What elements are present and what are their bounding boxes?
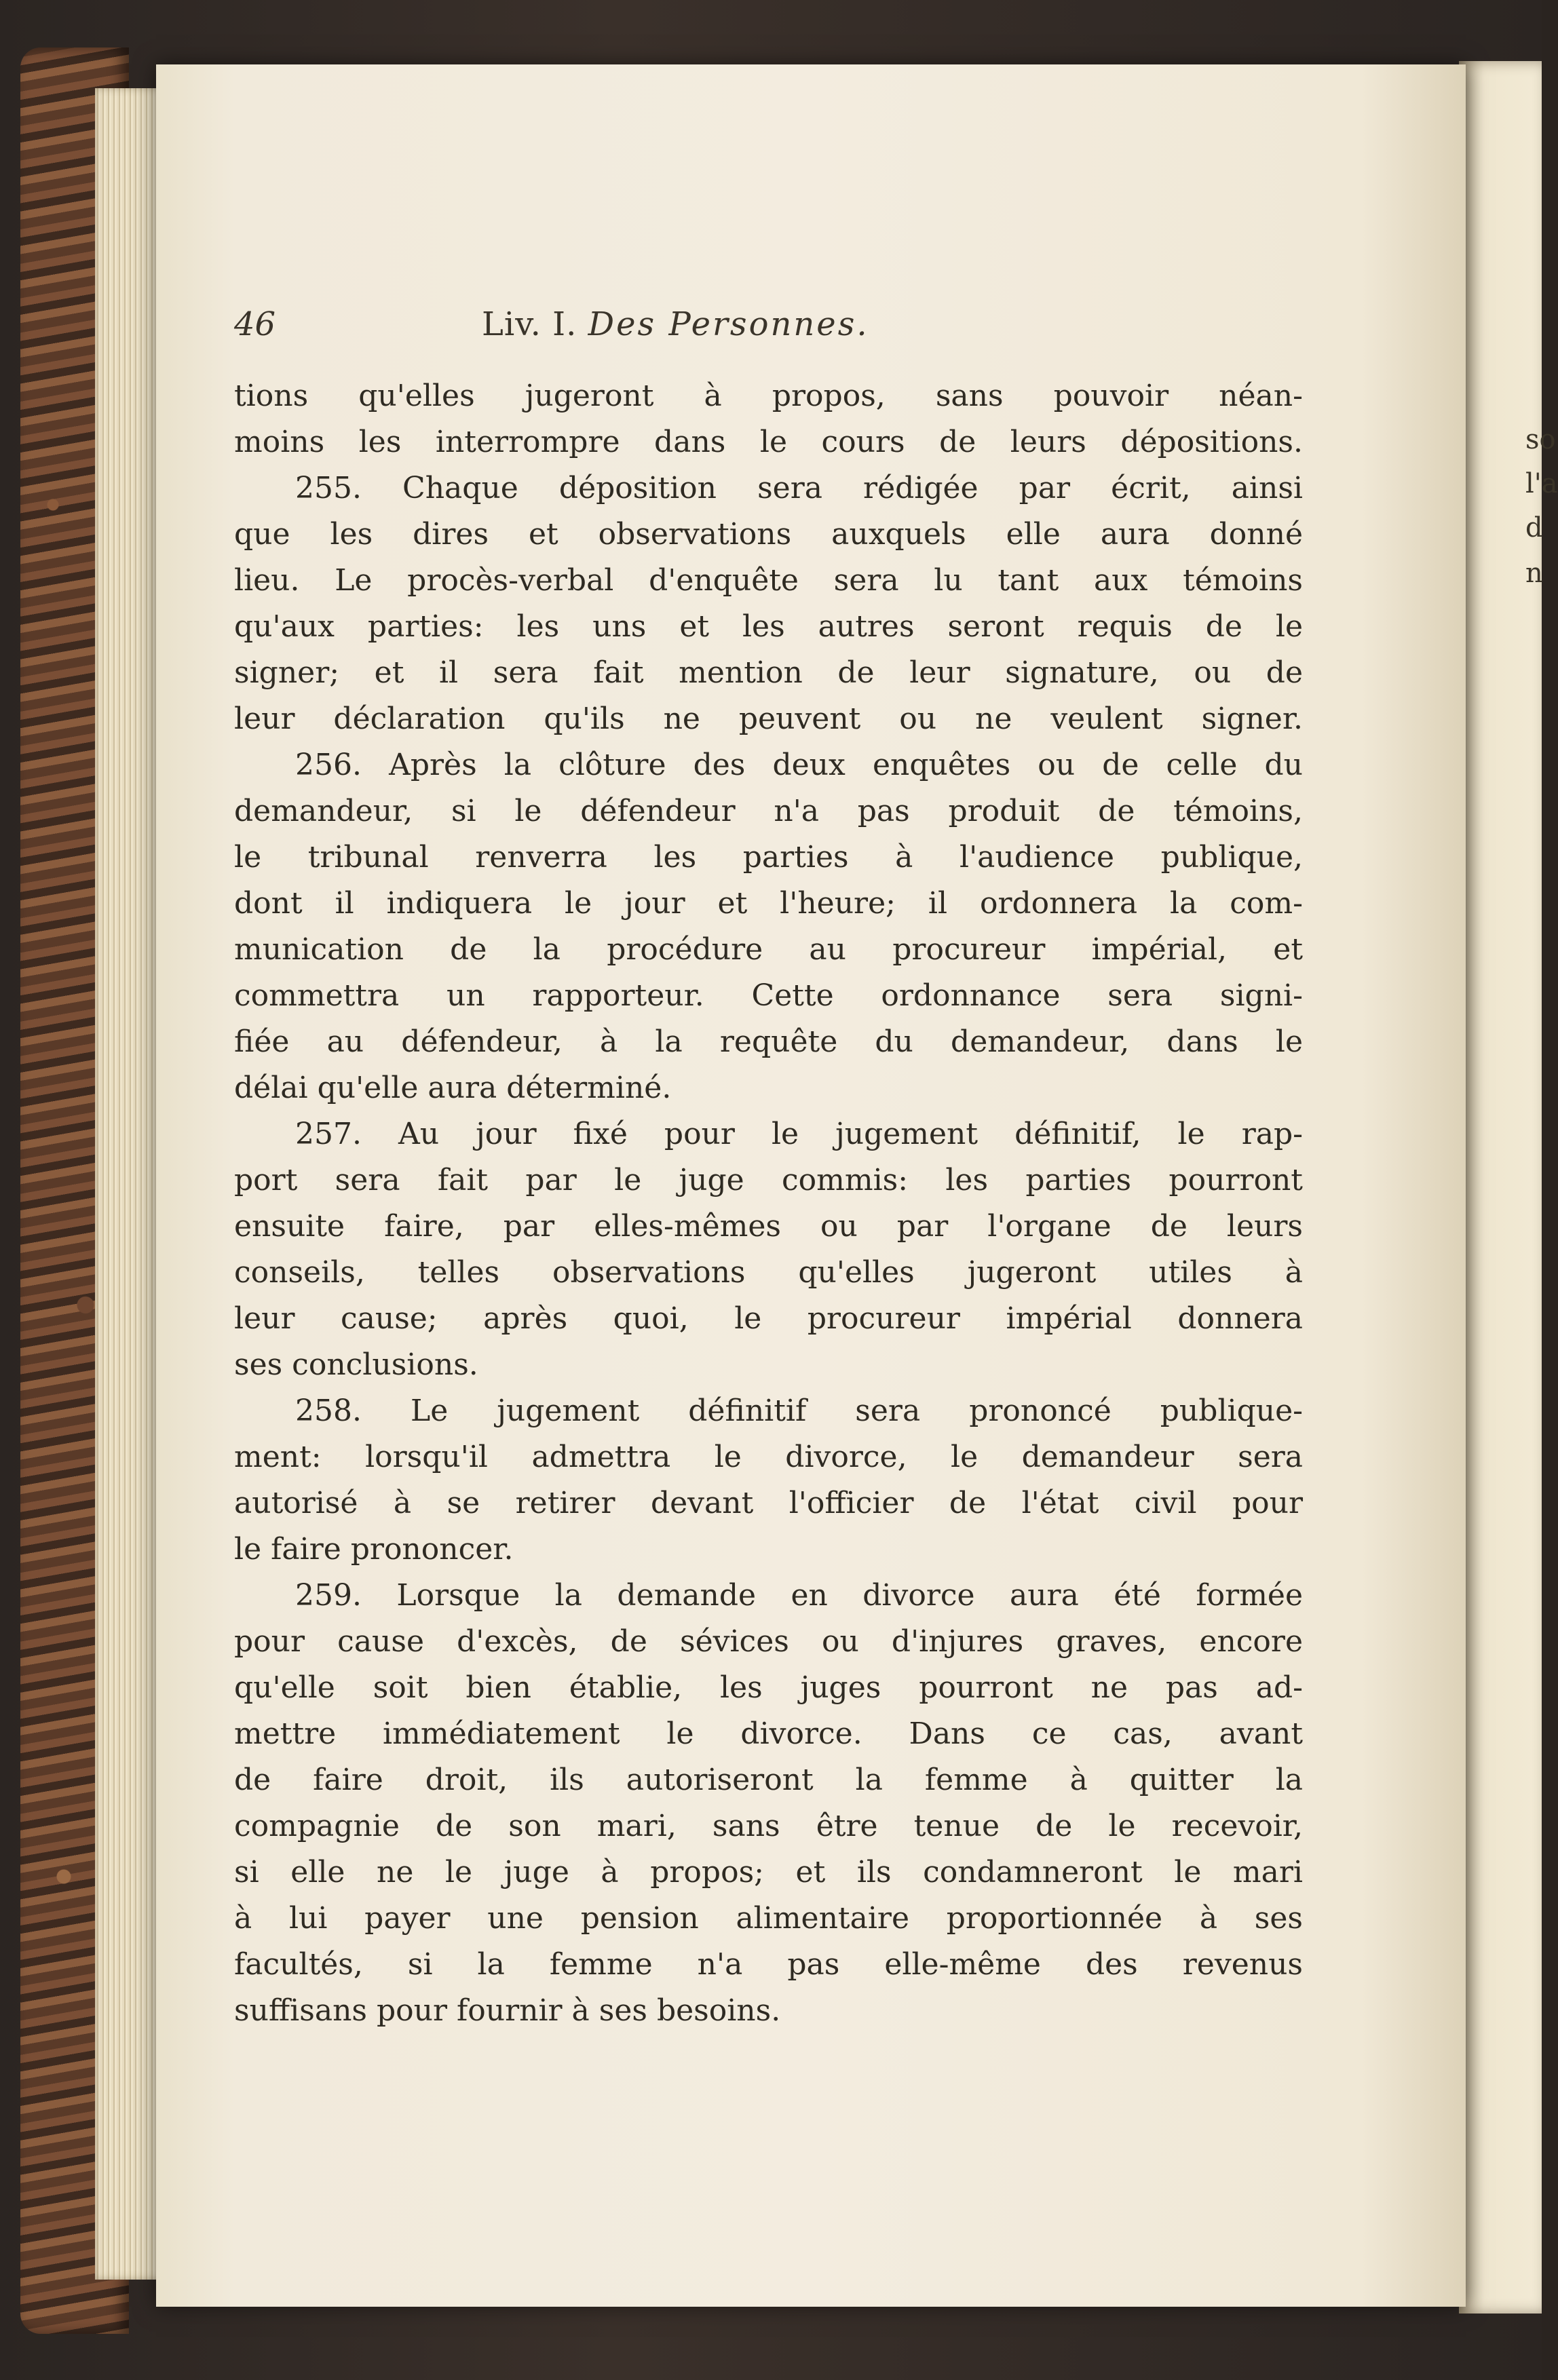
- text-line: ses conclusions.: [234, 1347, 478, 1382]
- running-head: [482, 305, 869, 343]
- adjacent-fragment: l'a: [1525, 468, 1558, 499]
- text-line: que les dires et observations auxquels elle aura donné: [234, 517, 1303, 552]
- article-258-start: 258. Le jugement définitif sera prononcé publique-: [295, 1394, 1303, 1428]
- text-line: moins les interrompre dans le cours de leurs dépositions.: [234, 425, 1303, 459]
- text-line: le faire prononcer.: [234, 1532, 514, 1567]
- text-line: ment: lorsqu'il admettra le divorce, le demandeur sera: [234, 1440, 1303, 1474]
- text-line: compagnie de son mari, sans être tenue de le recevoir,: [234, 1809, 1303, 1843]
- text-line: signer; et il sera fait mention de leur signature, ou de: [234, 655, 1303, 690]
- text-line: lieu. Le procès-verbal d'enquête sera lu tant aux témoins: [234, 563, 1303, 598]
- text-line: ensuite faire, par elles-mêmes ou par l'organe de leurs: [234, 1209, 1303, 1244]
- text-line: délai qu'elle aura déterminé.: [234, 1071, 672, 1105]
- adjacent-page: [1459, 61, 1542, 2314]
- text-line: leur cause; après quoi, le procureur impérial donnera: [234, 1301, 1303, 1336]
- text-line: leur déclaration qu'ils ne peuvent ou ne veulent signer.: [234, 702, 1303, 736]
- page-edges: [95, 88, 163, 2280]
- page-number: 46: [234, 305, 276, 343]
- running-head-book: Liv. I.: [482, 305, 577, 343]
- article-259-start: 259. Lorsque la demande en divorce aura été formée: [295, 1578, 1303, 1613]
- adjacent-fragment: n: [1525, 558, 1543, 589]
- text-line: autorisé à se retirer devant l'officier de l'état civil pour: [234, 1486, 1303, 1520]
- running-head-title: Des Personnes.: [588, 305, 869, 343]
- text-line: qu'elle soit bien établie, les juges pourront ne pas ad-: [234, 1670, 1303, 1705]
- adjacent-fragment: so: [1525, 424, 1556, 455]
- text-line: facultés, si la femme n'a pas elle-même des revenus: [234, 1947, 1303, 1982]
- article-255-start: 255. Chaque déposition sera rédigée par écrit, ainsi: [295, 471, 1303, 505]
- text-line: suffisans pour fournir à ses besoins.: [234, 1993, 781, 2028]
- adjacent-fragment: d: [1525, 512, 1543, 543]
- text-line: mettre immédiatement le divorce. Dans ce cas, avant: [234, 1716, 1303, 1751]
- body-text: [234, 373, 1303, 2034]
- text-line: tions qu'elles jugeront à propos, sans pouvoir néan-: [234, 379, 1303, 413]
- article-257-start: 257. Au jour fixé pour le jugement définitif, le rap-: [295, 1117, 1303, 1151]
- text-line: à lui payer une pension alimentaire proportionnée à ses: [234, 1901, 1303, 1936]
- text-line: conseils, telles observations qu'elles jugeront utiles à: [234, 1255, 1303, 1290]
- text-line: de faire droit, ils autoriseront la femme à quitter la: [234, 1763, 1303, 1797]
- text-line: le tribunal renverra les parties à l'audience publique,: [234, 840, 1303, 875]
- text-line: dont il indiquera le jour et l'heure; il ordonnera la com-: [234, 886, 1303, 921]
- text-line: fiée au défendeur, à la requête du demandeur, dans le: [234, 1024, 1303, 1059]
- text-line: demandeur, si le défendeur n'a pas produit de témoins,: [234, 794, 1303, 828]
- text-line: port sera fait par le juge commis: les parties pourront: [234, 1163, 1303, 1197]
- text-line: qu'aux parties: les uns et les autres seront requis de le: [234, 609, 1303, 644]
- text-line: munication de la procédure au procureur impérial, et: [234, 932, 1303, 967]
- article-256-start: 256. Après la clôture des deux enquêtes ou de celle du: [295, 748, 1303, 782]
- text-line: commettra un rapporteur. Cette ordonnance sera signi-: [234, 978, 1303, 1013]
- text-line: pour cause d'excès, de sévices ou d'injures graves, encore: [234, 1624, 1303, 1659]
- text-line: si elle ne le juge à propos; et ils condamneront le mari: [234, 1855, 1303, 1889]
